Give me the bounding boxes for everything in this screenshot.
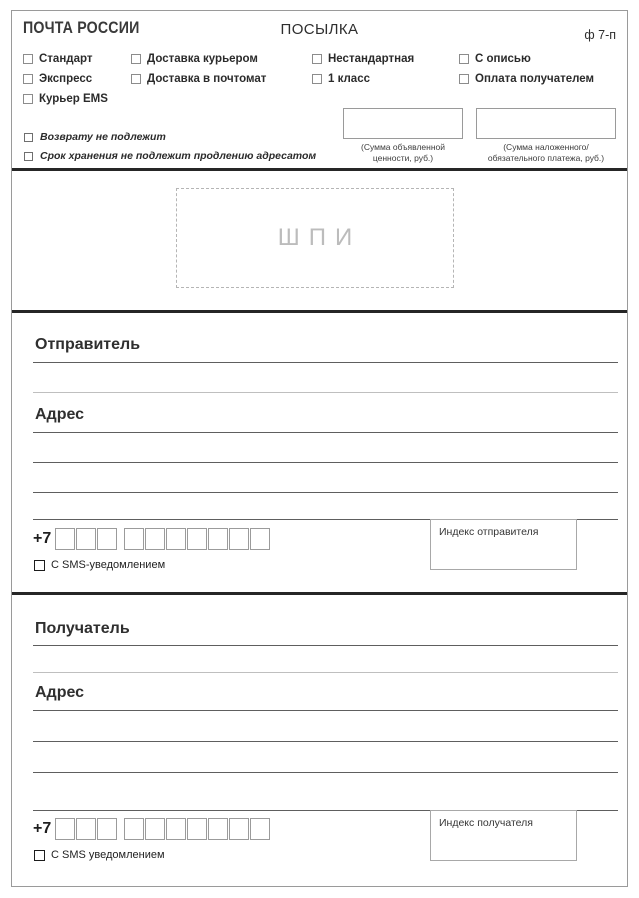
checkbox-label: Стандарт: [39, 53, 93, 65]
checkbox-label: Доставка курьером: [147, 53, 258, 65]
sender-phone-digit-cells[interactable]: [55, 528, 271, 550]
checkbox-box[interactable]: [24, 152, 33, 161]
receiver-index-caption: Индекс получателя: [439, 817, 533, 829]
digit-cell[interactable]: [124, 818, 144, 840]
checkbox-label: Возврату не подлежит: [40, 131, 166, 143]
receiver-address-label: Адрес: [35, 684, 85, 701]
receiver-name-line-1[interactable]: [33, 645, 618, 646]
checkbox-label: С SMS-уведомлением: [51, 559, 166, 571]
digit-cell[interactable]: [76, 818, 96, 840]
digit-cell[interactable]: [187, 528, 207, 550]
checkbox-option-courier-ems[interactable]: [23, 93, 108, 105]
checkbox-label: Экспресс: [39, 73, 93, 85]
checkbox-option-first-class[interactable]: [312, 73, 370, 85]
declared-value-input[interactable]: [343, 108, 463, 139]
receiver-sms-notification-option[interactable]: [34, 849, 165, 861]
checkbox-label: Курьер EMS: [39, 93, 108, 105]
checkbox-option-courier-delivery[interactable]: [131, 53, 258, 65]
page-title: ПОСЫЛКА: [280, 21, 359, 38]
digit-cell[interactable]: [97, 818, 117, 840]
checkbox-option-nonstandard[interactable]: [312, 53, 414, 65]
checkbox-box[interactable]: [24, 133, 33, 142]
checkbox-option-standard[interactable]: [23, 53, 92, 65]
checkbox-box[interactable]: [312, 54, 322, 64]
declared-value-caption: (Сумма объявленной ценности, руб.): [361, 142, 445, 163]
checkbox-box[interactable]: [23, 94, 33, 104]
receiver-name-line-2[interactable]: [33, 672, 618, 673]
sender-index-caption: Индекс отправителя: [439, 526, 539, 538]
checkbox-label: С описью: [475, 53, 531, 65]
checkbox-box[interactable]: [459, 74, 469, 84]
digit-cell[interactable]: [250, 818, 270, 840]
checkbox-box[interactable]: [34, 850, 45, 861]
cod-amount-field[interactable]: [476, 108, 616, 163]
checkbox-label: Доставка в почтомат: [147, 73, 267, 85]
form-code-label: ф 7-п: [584, 28, 616, 42]
digit-cell[interactable]: [145, 818, 165, 840]
divider-header: [12, 168, 627, 171]
sender-phone-prefix: +7: [33, 530, 52, 547]
receiver-phone-input[interactable]: [33, 818, 271, 840]
sender-address-label: Адрес: [35, 406, 85, 423]
checkbox-label: С SMS уведомлением: [51, 849, 165, 861]
digit-cell[interactable]: [208, 528, 228, 550]
digit-cell[interactable]: [229, 818, 249, 840]
digit-cell[interactable]: [229, 528, 249, 550]
sender-index-field[interactable]: [430, 519, 577, 570]
checkbox-label: 1 класс: [328, 73, 370, 85]
shpi-barcode-area[interactable]: [176, 188, 454, 288]
sender-name-label: Отправитель: [35, 336, 141, 353]
receiver-index-field[interactable]: [430, 810, 577, 861]
sender-phone-input[interactable]: [33, 528, 271, 550]
checkbox-box[interactable]: [23, 54, 33, 64]
checkbox-label: Нестандартная: [328, 53, 415, 65]
sender-address-line-1[interactable]: [33, 432, 618, 433]
sender-name-line-2[interactable]: [33, 392, 618, 393]
sender-name-line-1[interactable]: [33, 362, 618, 363]
shpi-placeholder-text: ШПИ: [277, 224, 362, 251]
receiver-phone-digit-cells[interactable]: [55, 818, 271, 840]
digit-cell[interactable]: [166, 818, 186, 840]
checkbox-box[interactable]: [312, 74, 322, 84]
divider-shpi: [12, 310, 627, 313]
checkbox-option-no-storage-extension[interactable]: [24, 150, 316, 162]
checkbox-box[interactable]: [131, 54, 141, 64]
digit-cell[interactable]: [187, 818, 207, 840]
digit-cell[interactable]: [55, 528, 75, 550]
checkbox-option-no-return[interactable]: [24, 131, 166, 143]
sender-address-line-3[interactable]: [33, 492, 618, 493]
receiver-address-line-3[interactable]: [33, 772, 618, 773]
checkbox-box[interactable]: [23, 74, 33, 84]
declared-value-field[interactable]: [343, 108, 463, 163]
sender-sms-notification-option[interactable]: [34, 559, 165, 571]
digit-cell[interactable]: [208, 818, 228, 840]
checkbox-option-with-inventory[interactable]: [459, 53, 531, 65]
checkbox-option-postamat-delivery[interactable]: [131, 73, 266, 85]
checkbox-label: Оплата получателем: [475, 73, 595, 85]
divider-sender: [12, 592, 627, 595]
digit-cell[interactable]: [250, 528, 270, 550]
digit-cell[interactable]: [124, 528, 144, 550]
digit-cell[interactable]: [55, 818, 75, 840]
checkbox-box[interactable]: [459, 54, 469, 64]
checkbox-box[interactable]: [34, 560, 45, 571]
receiver-phone-prefix: +7: [33, 820, 52, 837]
receiver-name-label: Получатель: [35, 620, 130, 637]
post-russia-logo: ПОЧТА РОССИИ: [23, 19, 140, 37]
cod-amount-input[interactable]: [476, 108, 616, 139]
receiver-address-line-1[interactable]: [33, 710, 618, 711]
digit-cell[interactable]: [145, 528, 165, 550]
digit-cell[interactable]: [97, 528, 117, 550]
digit-cell[interactable]: [76, 528, 96, 550]
digit-cell[interactable]: [166, 528, 186, 550]
form-header: [12, 11, 627, 169]
cod-amount-caption: (Сумма наложенного/ обязательного платежа, руб.): [487, 142, 605, 163]
checkbox-box[interactable]: [131, 74, 141, 84]
checkbox-option-payment-by-receiver[interactable]: [459, 73, 594, 85]
checkbox-option-express[interactable]: [23, 73, 92, 85]
receiver-address-line-2[interactable]: [33, 741, 618, 742]
sender-address-line-2[interactable]: [33, 462, 618, 463]
checkbox-label: Срок хранения не подлежит продлению адресатом: [40, 150, 317, 162]
